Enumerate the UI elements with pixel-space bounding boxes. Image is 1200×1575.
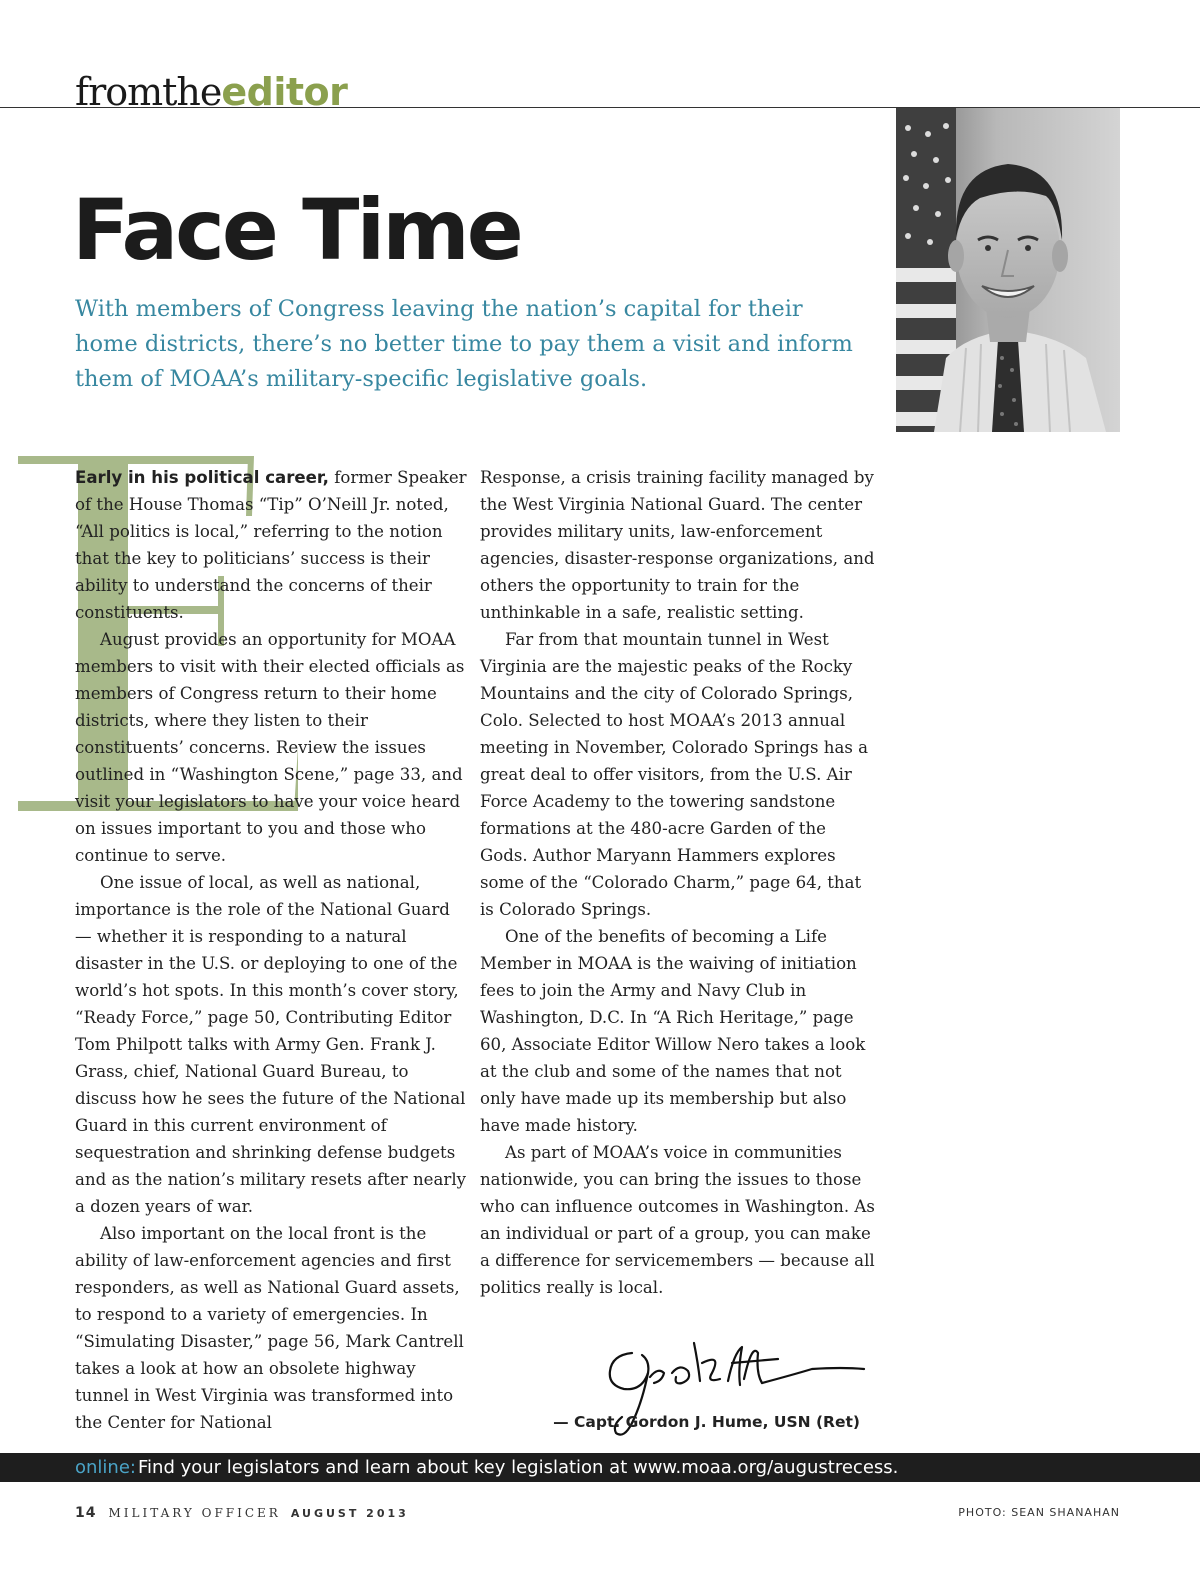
portrait-illustration — [896, 108, 1120, 432]
online-bar — [0, 1453, 1200, 1482]
online-label: online: — [75, 1457, 136, 1478]
paragraph: Far from that mountain tunnel in West Virginia are the majestic peaks of the Rocky Mountains and the city of Colorado Springs, Colo. Selected to host MOAA’s 2013 annual meeting in November, Colorado Springs has a great deal to offer visitors, from the U.S. Air Force Academy to the towering sandstone formations at the 480-acre Garden of the Gods. Author Maryann Hammers explores some of the “Colorado Charm,” page 64, that is Colorado Springs. — [480, 630, 869, 919]
paragraph: One issue of local, as well as national, importance is the role of the National Guard — whether it is responding to a natural disaster in the U.S. or deploying to one of the world’s hot spots. In this month’s cover story, “Ready Force,” page 50, Contributing Editor Tom Philpott talks with Army Gen. Frank J. Grass, chief, National Guard Bureau, to discuss how he sees the future of the National Guard in this current environment of sequestration and shrinking defense budgets and as the nation’s military resets after nearly a dozen years of war. — [75, 873, 466, 1216]
editor-portrait — [896, 108, 1120, 432]
lead-in: Early in his political career, — [75, 468, 329, 487]
paragraph-text: former Speaker of the House Thomas “Tip” O’Neill Jr. noted, “All politics is local,” referring to the notion that the key to politicians’ success is their ability to understand the concerns of their constituents. — [75, 468, 467, 622]
section-header — [75, 72, 347, 112]
magazine-name: MILITARY OFFICER — [108, 1506, 281, 1520]
section-accent: editor — [221, 70, 348, 114]
article-deck: With members of Congress leaving the nation’s capital for their home districts, there’s no better time to pay them a visit and inform them of MOAA’s military-specific legislative goals. — [75, 296, 853, 392]
paragraph: August provides an opportunity for MOAA members to visit with their elected officials as members of Congress return to their home districts, where they listen to their constituents’ concerns. Review the issues outlined in “Washington Scene,” page 33, and visit your legislators to have your voice heard on issues important to you and those who continue to serve. — [75, 630, 465, 865]
paragraph: As part of MOAA’s voice in communities nationwide, you can bring the issues to those who can influence outcomes in Washington. As an individual or part of a group, you can make a difference for servicemembers — because all politics really is local. — [480, 1143, 875, 1297]
page-folio — [75, 1504, 409, 1523]
page-number: 14 — [75, 1505, 97, 1521]
paragraph — [75, 464, 470, 626]
photo-credit: PHOTO: SEAN SHANAHAN — [958, 1506, 1120, 1519]
issue-date: AUGUST 2013 — [290, 1507, 409, 1520]
paragraph: Response, a crisis training facility managed by the West Virginia National Guard. The center provides military units, law-enforcement agencies, disaster-response organizations, and others the opportunity to train for the unthinkable in a safe, realistic setting. — [480, 468, 875, 622]
paragraph: One of the benefits of becoming a Life Member in MOAA is the waiving of initiation fees to join the Army and Navy Club in Washington, D.C. In “A Rich Heritage,” page 60, Associate Editor Willow Nero takes a look at the club and some of the names that not only have made up its membership but also have made history. — [480, 927, 866, 1135]
body-column-1 — [75, 464, 470, 1436]
editor-signoff: — Capt. Gordon J. Hume, USN (Ret) — [553, 1413, 860, 1431]
article-title: Face Time — [72, 181, 521, 279]
body-column-2 — [480, 464, 875, 1301]
section-prefix: fromthe — [75, 70, 222, 114]
online-link-text[interactable]: Find your legislators and learn about key legislation at www.moaa.org/augustrecess. — [138, 1457, 899, 1478]
paragraph: Also important on the local front is the ability of law-enforcement agencies and first responders, as well as National Guard assets, to respond to a variety of emergencies. In “Simulating Disaster,” page 56, Mark Cantrell takes a look at how an obsolete highway tunnel in West Virginia was transformed into the Center for National — [75, 1224, 464, 1432]
